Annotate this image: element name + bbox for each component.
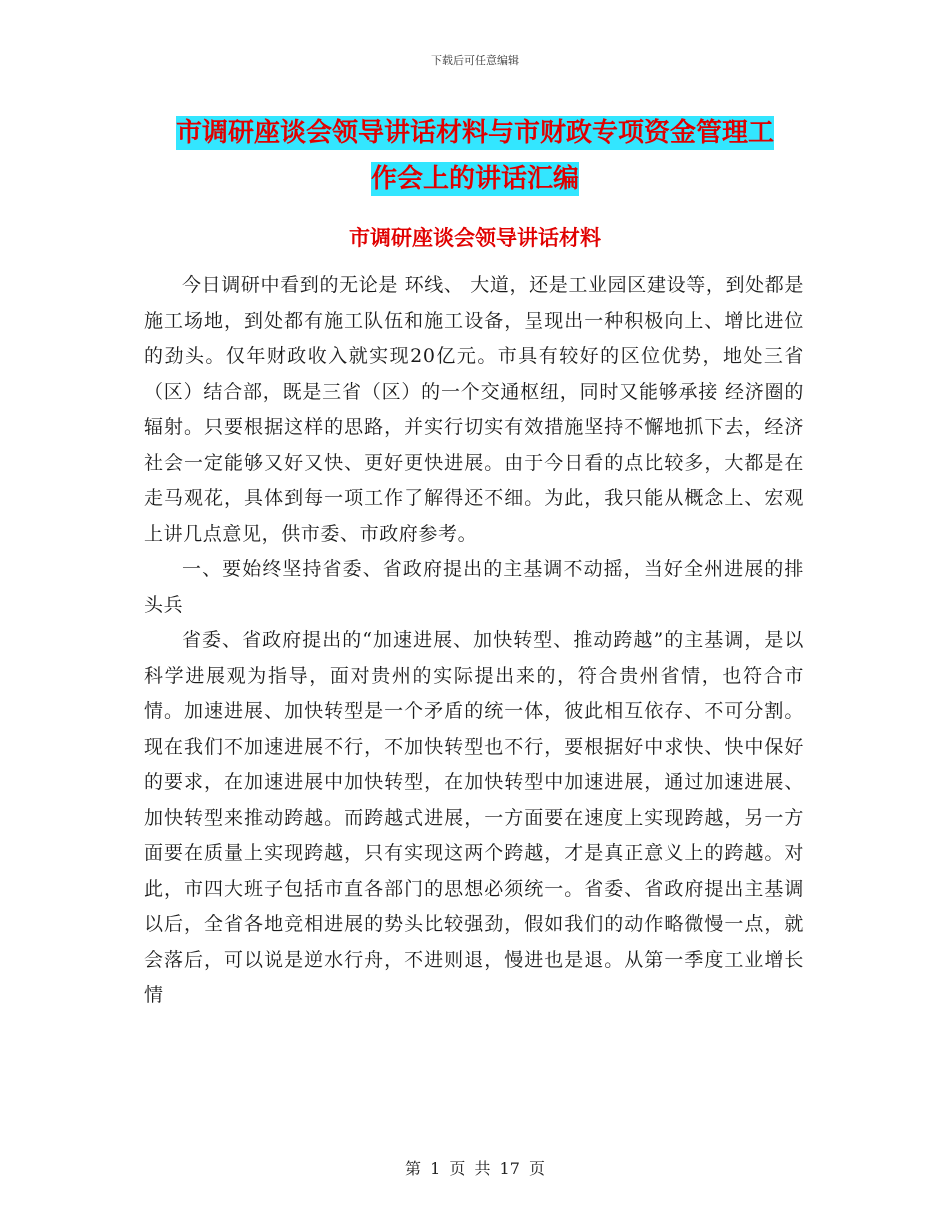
paragraph: 今日调研中看到的无论是 环线、 大道，还是工业园区建设等，到处都是施工场地，到处都有施工队伍和施工设备，呈现出一种积极向上、增比进位的劲头。仅年财政收入就实现20亿元。市具有较好的区位优势，地处三省（区）结合部，既是三省（区）的一个交通枢纽，同时又能够承接 经济圈的辐射。只要根据这样的思路，并实行切实有效措施坚持不懈地抓下去，经济社会一定能够又好又快、更好更快进展。由于今日看的点比较多，大都是在走马观花，具体到每一项工作了解得还不细。为此，我只能从概念上、宏观上讲几点意见，供市委、市政府参考。 — [144, 274, 804, 545]
paragraph: 一、要始终坚持省委、省政府提出的主基调不动摇，当好全州进展的排头兵 — [144, 558, 804, 616]
section-title: 市调研座谈会领导讲话材料 — [349, 226, 601, 250]
document-title — [140, 110, 810, 202]
document-title-line-2: 作会上的讲话汇编 — [370, 164, 579, 194]
page-footer: 第 1 页 共 17 页 — [405, 1159, 545, 1178]
document-title-line-1: 市调研座谈会领导讲话材料与市财政专项资金管理工 — [175, 118, 774, 148]
paragraph: 省委、省政府提出的“加速进展、加快转型、推动跨越”的主基调，是以科学进展观为指导，面对贵州的实际提出来的，符合贵州省情，也符合市情。加速进展、加快转型是一个矛盾的统一体，彼此相互依存、不可分割。现在我们不加速进展不行，不加快转型也不行，要根据好中求快、快中保好的要求，在加速进展中加快转型，在加快转型中加速进展，通过加速进展、加快转型来推动跨越。而跨越式进展，一方面要在速度上实现跨越，另一方面要在质量上实现跨越，只有实现这两个跨越，才是真正意义上的跨越。对此，市四大班子包括市直各部门的思想必须统一。省委、省政府提出主基调以后，全省各地竞相进展的势头比较强劲，假如我们的动作略微慢一点，就会落后，可以说是逆水行舟，不进则退，慢进也是退。从第一季度工业增长情 — [144, 629, 804, 1006]
header-note: 下载后可任意编辑 — [431, 54, 519, 67]
document-body — [144, 268, 804, 1014]
